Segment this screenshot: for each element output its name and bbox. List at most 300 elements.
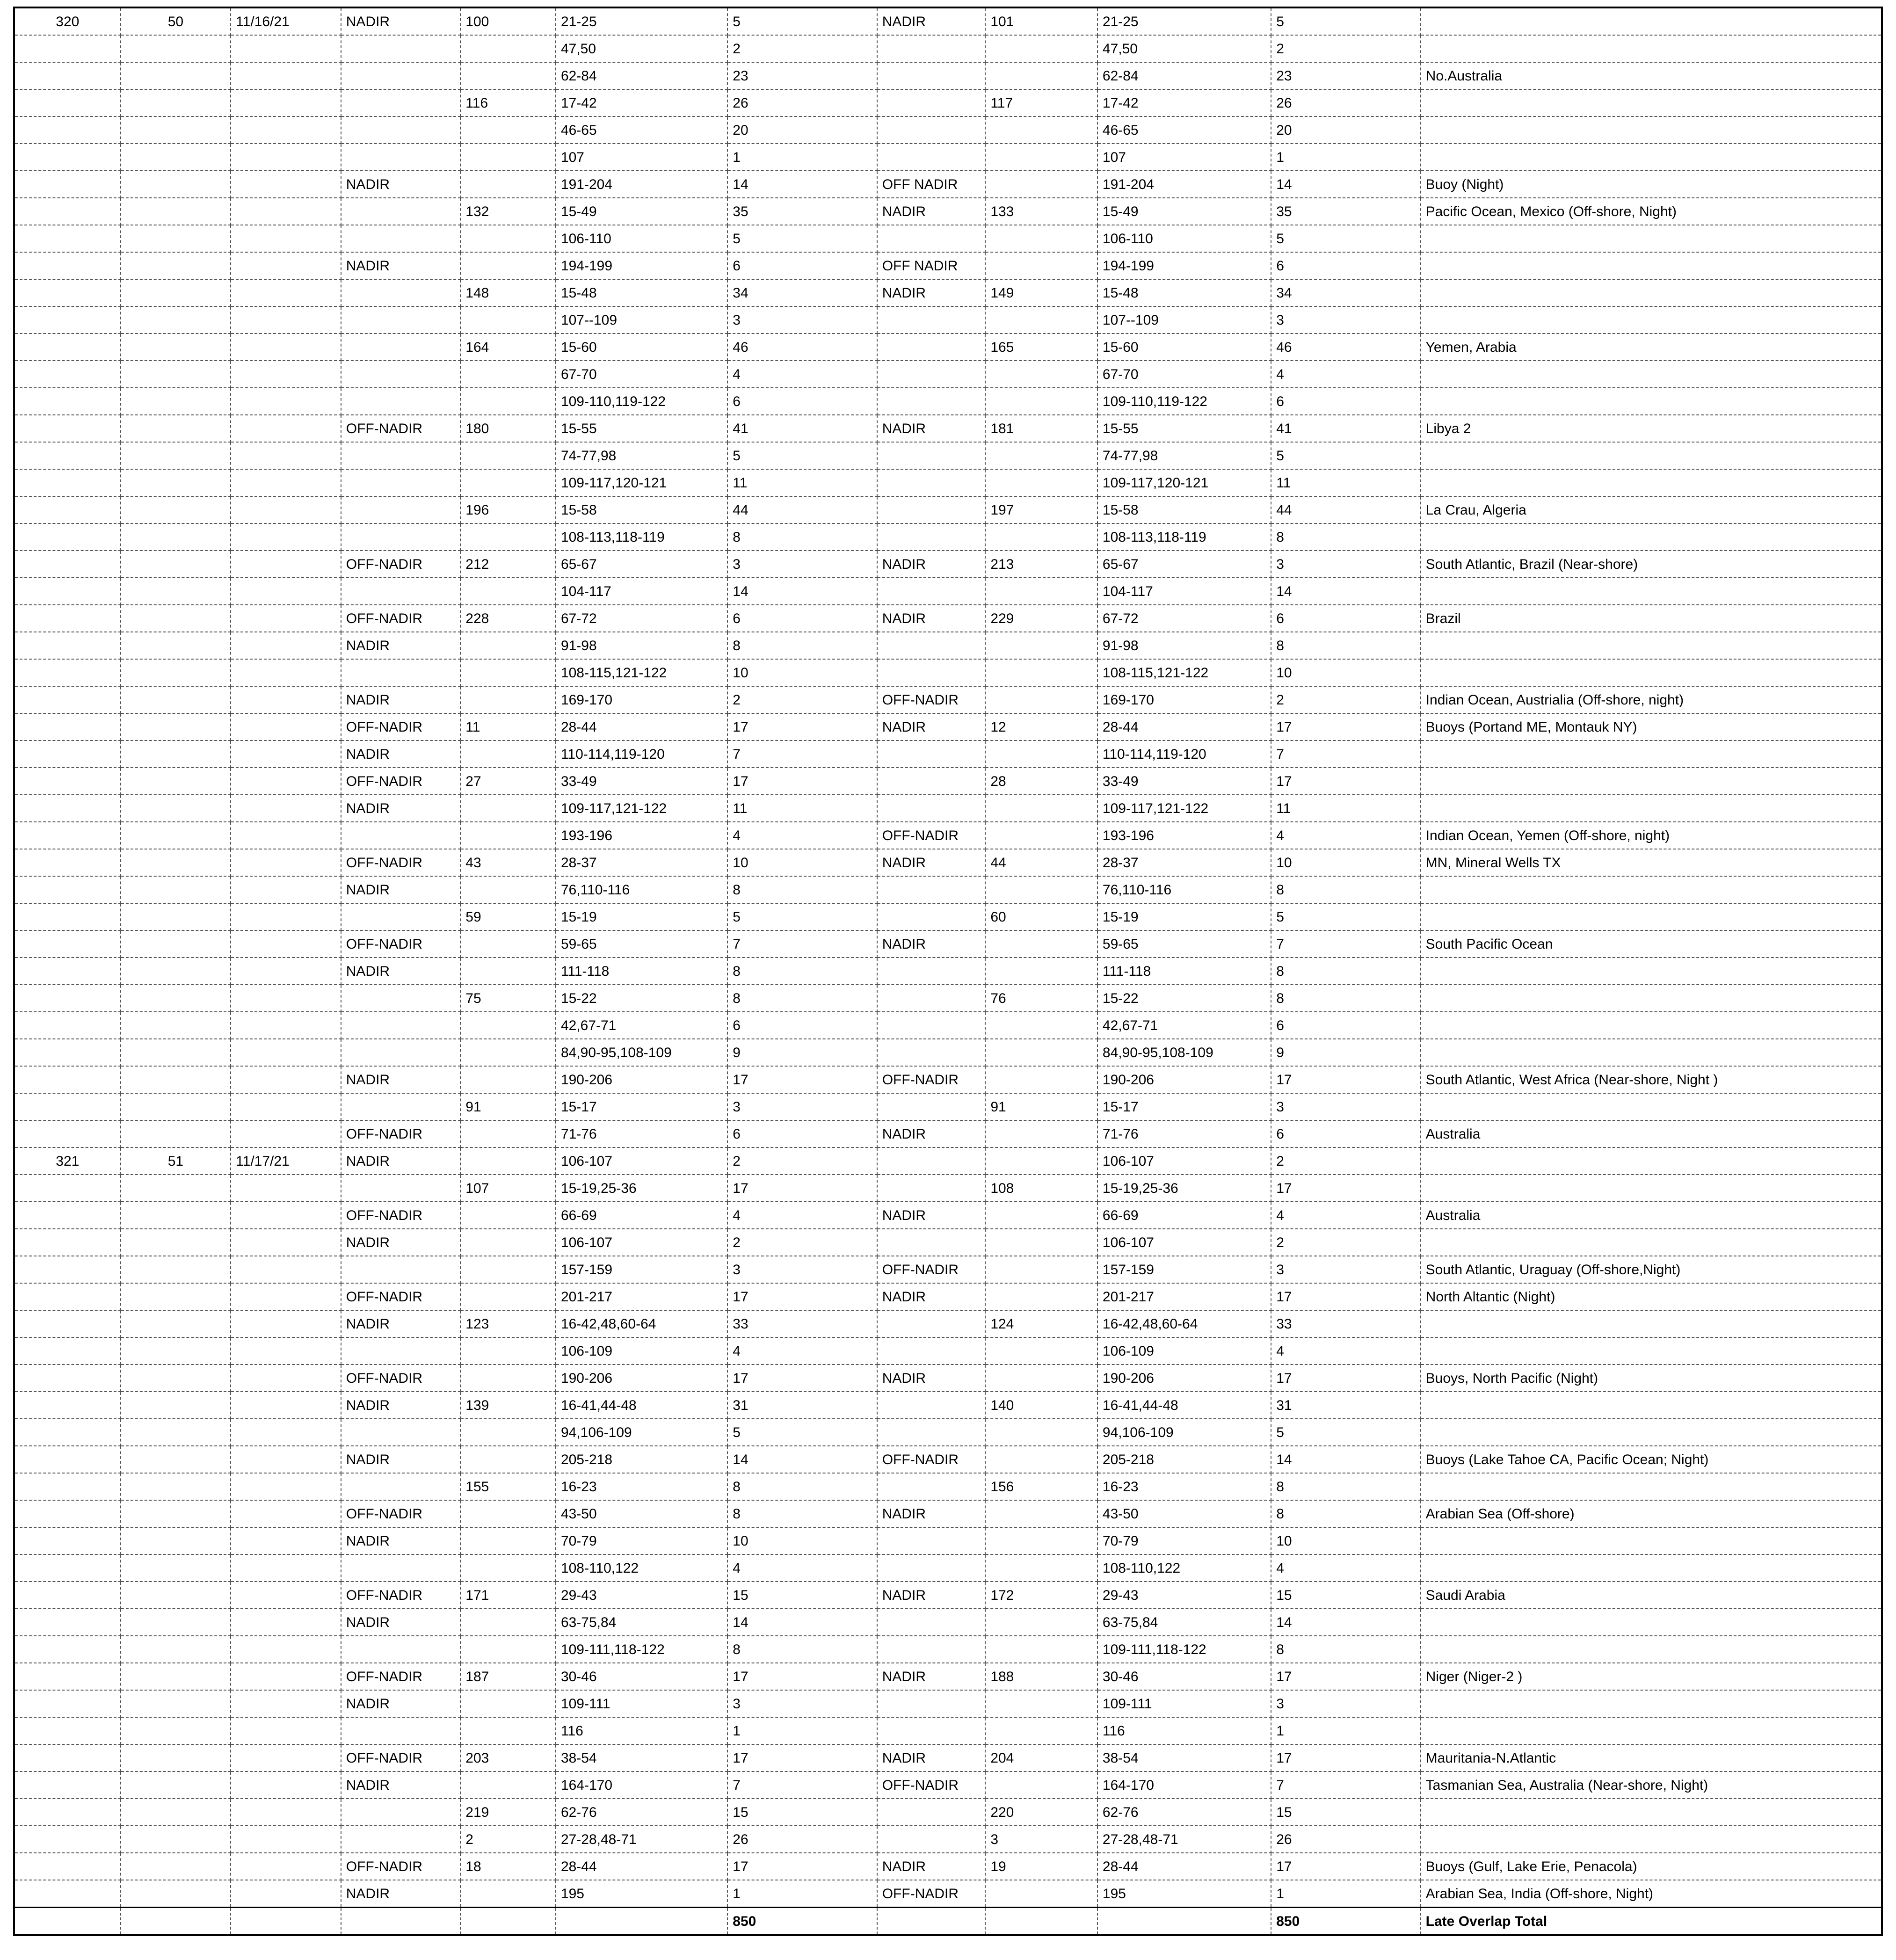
table-cell: 8: [1271, 876, 1420, 903]
table-cell: [231, 1744, 341, 1771]
table-cell: [877, 985, 986, 1012]
table-cell: [14, 1473, 121, 1500]
table-cell: 109-111,118-122: [1097, 1636, 1271, 1663]
table-cell: 132: [460, 198, 556, 225]
table-cell: [341, 62, 461, 89]
table-cell: [341, 306, 461, 334]
table-cell: 91-98: [556, 632, 727, 659]
table-cell: 149: [985, 279, 1097, 306]
table-cell: [14, 1337, 121, 1365]
table-cell: [341, 1554, 461, 1582]
table-cell: [341, 1717, 461, 1744]
table-cell: 76: [985, 985, 1097, 1012]
table-row: [14, 903, 1882, 930]
table-cell: NADIR: [341, 686, 461, 713]
table-cell: [121, 1663, 231, 1690]
table-row: [14, 659, 1882, 686]
table-cell: [231, 605, 341, 632]
table-cell: OFF-NADIR: [341, 551, 461, 578]
table-cell: 9: [1271, 1039, 1420, 1066]
table-cell: [121, 171, 231, 198]
table-cell: 43: [460, 849, 556, 876]
table-cell: 116: [460, 89, 556, 116]
table-cell: [985, 1636, 1097, 1663]
table-cell: [14, 116, 121, 144]
table-cell: La Crau, Algeria: [1421, 496, 1882, 523]
table-row: [14, 1093, 1882, 1120]
table-row: [14, 1717, 1882, 1744]
table-cell: 2: [460, 1826, 556, 1853]
table-cell: NADIR: [877, 1582, 986, 1609]
table-cell: 33-49: [556, 768, 727, 795]
table-cell: Australia: [1421, 1120, 1882, 1147]
table-cell: 27-28,48-71: [1097, 1826, 1271, 1853]
table-cell: 6: [1271, 605, 1420, 632]
table-cell: 26: [727, 89, 877, 116]
table-cell: [121, 659, 231, 686]
table-cell: Saudi Arabia: [1421, 1582, 1882, 1609]
table-cell: [1421, 1799, 1882, 1826]
table-cell: [877, 1229, 986, 1256]
table-cell: [985, 1500, 1097, 1527]
table-cell: 62-76: [1097, 1799, 1271, 1826]
table-cell: 67-72: [1097, 605, 1271, 632]
table-cell: [877, 361, 986, 388]
table-cell: [1421, 1039, 1882, 1066]
table-cell: [460, 1419, 556, 1446]
table-cell: 1: [727, 144, 877, 171]
table-cell: [121, 252, 231, 279]
table-cell: [231, 1799, 341, 1826]
table-cell: 9: [727, 1039, 877, 1066]
table-cell: [231, 1120, 341, 1147]
table-row: [14, 1392, 1882, 1419]
table-cell: 16-41,44-48: [556, 1392, 727, 1419]
table-row: [14, 1744, 1882, 1771]
table-cell: 109-111: [1097, 1690, 1271, 1717]
table-cell: OFF-NADIR: [341, 849, 461, 876]
table-cell: NADIR: [877, 7, 986, 35]
table-cell: [231, 198, 341, 225]
table-cell: [14, 252, 121, 279]
table-cell: Yemen, Arabia: [1421, 334, 1882, 361]
table-cell: 17: [727, 1283, 877, 1310]
table-cell: 74-77,98: [556, 442, 727, 469]
table-cell: [14, 1908, 121, 1936]
table-cell: 5: [1271, 903, 1420, 930]
table-cell: 8: [1271, 523, 1420, 551]
table-cell: [231, 361, 341, 388]
table-row: [14, 1120, 1882, 1147]
table-cell: [460, 1147, 556, 1175]
table-cell: 124: [985, 1310, 1097, 1337]
table-row: [14, 1636, 1882, 1663]
table-cell: 71-76: [556, 1120, 727, 1147]
table-cell: [14, 1093, 121, 1120]
table-cell: [14, 89, 121, 116]
table-cell: Arabian Sea (Off-shore): [1421, 1500, 1882, 1527]
table-cell: 46: [727, 334, 877, 361]
table-cell: [231, 1446, 341, 1473]
table-cell: [1421, 1554, 1882, 1582]
table-cell: [231, 1392, 341, 1419]
table-row: [14, 930, 1882, 958]
table-cell: [460, 1609, 556, 1636]
table-cell: 1: [727, 1880, 877, 1908]
table-cell: 67-72: [556, 605, 727, 632]
table-cell: 15-22: [556, 985, 727, 1012]
table-cell: [460, 442, 556, 469]
table-row: [14, 1337, 1882, 1365]
table-cell: 35: [727, 198, 877, 225]
table-cell: [341, 388, 461, 415]
table-cell: 11/16/21: [231, 7, 341, 35]
table-cell: 5: [727, 442, 877, 469]
table-row: [14, 1283, 1882, 1310]
table-cell: 65-67: [1097, 551, 1271, 578]
table-cell: 34: [727, 279, 877, 306]
table-row: [14, 1175, 1882, 1202]
table-cell: NADIR: [877, 1663, 986, 1690]
table-row: [14, 7, 1882, 35]
table-cell: [985, 1256, 1097, 1283]
table-row: [14, 415, 1882, 442]
table-cell: 104-117: [1097, 578, 1271, 605]
table-cell: [985, 930, 1097, 958]
table-row: [14, 306, 1882, 334]
table-cell: [14, 1880, 121, 1908]
table-cell: 6: [1271, 1012, 1420, 1039]
table-cell: NADIR: [877, 1283, 986, 1310]
table-cell: [14, 388, 121, 415]
table-cell: [14, 632, 121, 659]
table-cell: 28-44: [556, 713, 727, 740]
table-cell: 201-217: [1097, 1283, 1271, 1310]
table-cell: [231, 1554, 341, 1582]
table-cell: [121, 1908, 231, 1936]
table-row: [14, 523, 1882, 551]
table-cell: [121, 1012, 231, 1039]
table-cell: [877, 740, 986, 768]
table-cell: OFF-NADIR: [341, 930, 461, 958]
table-cell: NADIR: [341, 1527, 461, 1554]
table-cell: [121, 551, 231, 578]
table-cell: [985, 1690, 1097, 1717]
table-cell: [1421, 1636, 1882, 1663]
table-cell: [14, 903, 121, 930]
table-cell: [231, 740, 341, 768]
table-cell: NADIR: [341, 1771, 461, 1799]
table-row: [14, 62, 1882, 89]
table-cell: [121, 415, 231, 442]
table-cell: [231, 469, 341, 496]
table-cell: OFF-NADIR: [341, 1853, 461, 1880]
table-cell: [231, 1310, 341, 1337]
table-cell: Buoy (Night): [1421, 171, 1882, 198]
table-cell: 15-58: [1097, 496, 1271, 523]
table-cell: 190-206: [1097, 1365, 1271, 1392]
table-cell: Indian Ocean, Yemen (Off-shore, night): [1421, 822, 1882, 849]
table-row: [14, 35, 1882, 62]
table-cell: [985, 1908, 1097, 1936]
table-cell: [1421, 985, 1882, 1012]
table-cell: [985, 442, 1097, 469]
table-cell: [877, 334, 986, 361]
table-cell: 31: [1271, 1392, 1420, 1419]
table-cell: [985, 171, 1097, 198]
table-cell: 140: [985, 1392, 1097, 1419]
table-cell: [121, 496, 231, 523]
table-cell: 10: [1271, 659, 1420, 686]
table-cell: [1421, 279, 1882, 306]
table-cell: 60: [985, 903, 1097, 930]
table-cell: 6: [1271, 1120, 1420, 1147]
table-cell: [14, 144, 121, 171]
table-cell: 76,110-116: [556, 876, 727, 903]
table-cell: 17: [727, 1365, 877, 1392]
table-cell: NADIR: [877, 930, 986, 958]
table-cell: [985, 469, 1097, 496]
table-cell: 194-199: [1097, 252, 1271, 279]
table-cell: [121, 62, 231, 89]
table-cell: 35: [1271, 198, 1420, 225]
table-cell: [556, 1908, 727, 1936]
table-cell: [14, 1663, 121, 1690]
table-cell: [460, 1527, 556, 1554]
table-cell: [14, 334, 121, 361]
table-cell: [121, 1039, 231, 1066]
table-cell: OFF-NADIR: [341, 1582, 461, 1609]
table-cell: OFF NADIR: [877, 171, 986, 198]
table-cell: 59-65: [1097, 930, 1271, 958]
table-cell: 109-117,120-121: [556, 469, 727, 496]
table-cell: [985, 1446, 1097, 1473]
table-cell: 11/17/21: [231, 1147, 341, 1175]
table-cell: [1421, 578, 1882, 605]
table-cell: 15-58: [556, 496, 727, 523]
table-cell: 3: [727, 1256, 877, 1283]
table-cell: 201-217: [556, 1283, 727, 1310]
table-cell: [121, 1500, 231, 1527]
table-cell: 3: [1271, 306, 1420, 334]
table-cell: [985, 1120, 1097, 1147]
table-cell: 4: [1271, 1337, 1420, 1365]
table-cell: 6: [727, 1120, 877, 1147]
table-cell: NADIR: [877, 1853, 986, 1880]
table-cell: 1: [1271, 1717, 1420, 1744]
table-cell: [14, 1609, 121, 1636]
table-cell: 59: [460, 903, 556, 930]
table-cell: 17: [727, 1175, 877, 1202]
table-cell: [341, 35, 461, 62]
table-cell: NADIR: [341, 1229, 461, 1256]
table-cell: 320: [14, 7, 121, 35]
table-cell: [877, 388, 986, 415]
table-cell: 8: [727, 632, 877, 659]
table-cell: [460, 1066, 556, 1093]
table-cell: 8: [1271, 1473, 1420, 1500]
table-cell: NADIR: [877, 849, 986, 876]
table-cell: [121, 768, 231, 795]
table-cell: [14, 1365, 121, 1392]
table-cell: [341, 659, 461, 686]
table-row: [14, 469, 1882, 496]
table-cell: 41: [1271, 415, 1420, 442]
table-cell: [231, 1337, 341, 1365]
overlap-schedule-table: [13, 7, 1883, 1936]
table-cell: [14, 1283, 121, 1310]
table-cell: [460, 144, 556, 171]
table-cell: 76,110-116: [1097, 876, 1271, 903]
table-cell: 106-110: [1097, 225, 1271, 252]
table-cell: NADIR: [877, 1120, 986, 1147]
table-cell: [460, 876, 556, 903]
table-cell: 91: [985, 1093, 1097, 1120]
table-cell: 74-77,98: [1097, 442, 1271, 469]
table-cell: 5: [1271, 442, 1420, 469]
table-cell: 15-48: [1097, 279, 1271, 306]
table-cell: 84,90-95,108-109: [1097, 1039, 1271, 1066]
table-cell: 62-84: [556, 62, 727, 89]
table-cell: 15-60: [1097, 334, 1271, 361]
table-cell: [1421, 1012, 1882, 1039]
table-cell: 4: [1271, 822, 1420, 849]
table-cell: [231, 1500, 341, 1527]
table-cell: 3: [1271, 1690, 1420, 1717]
table-cell: [121, 1283, 231, 1310]
table-cell: 8: [1271, 632, 1420, 659]
table-cell: [341, 1012, 461, 1039]
table-cell: [14, 171, 121, 198]
table-cell: [121, 578, 231, 605]
table-cell: [121, 388, 231, 415]
table-cell: 4: [1271, 361, 1420, 388]
table-cell: 6: [1271, 252, 1420, 279]
table-cell: [877, 876, 986, 903]
table-cell: [985, 144, 1097, 171]
table-cell: 8: [1271, 1500, 1420, 1527]
table-cell: [121, 958, 231, 985]
table-cell: [231, 1202, 341, 1229]
table-cell: 8: [727, 985, 877, 1012]
table-cell: [877, 1908, 986, 1936]
table-cell: [14, 442, 121, 469]
table-cell: Buoys (Portand ME, Montauk NY): [1421, 713, 1882, 740]
table-cell: [231, 930, 341, 958]
table-cell: 11: [1271, 469, 1420, 496]
table-cell: Late Overlap Total: [1421, 1908, 1882, 1936]
table-cell: [985, 1419, 1097, 1446]
table-cell: [1421, 523, 1882, 551]
table-row: [14, 1853, 1882, 1880]
table-cell: [341, 279, 461, 306]
table-cell: [14, 1175, 121, 1202]
table-cell: [121, 1582, 231, 1609]
table-cell: 104-117: [556, 578, 727, 605]
table-cell: [121, 605, 231, 632]
table-cell: [231, 496, 341, 523]
table-cell: [121, 144, 231, 171]
table-cell: [121, 1202, 231, 1229]
table-row: [14, 1799, 1882, 1826]
table-cell: [14, 1256, 121, 1283]
table-cell: [121, 1690, 231, 1717]
table-row: [14, 795, 1882, 822]
table-cell: [1421, 1229, 1882, 1256]
table-cell: 6: [727, 605, 877, 632]
table-cell: 17-42: [556, 89, 727, 116]
table-cell: OFF-NADIR: [341, 1120, 461, 1147]
table-cell: [877, 958, 986, 985]
table-cell: [460, 1717, 556, 1744]
table-cell: [121, 1337, 231, 1365]
table-row: [14, 713, 1882, 740]
table-cell: [14, 35, 121, 62]
table-cell: 10: [727, 849, 877, 876]
table-row: [14, 388, 1882, 415]
table-cell: [14, 496, 121, 523]
table-cell: 17: [1271, 1853, 1420, 1880]
table-cell: [877, 1826, 986, 1853]
table-cell: 17: [727, 768, 877, 795]
table-cell: 27-28,48-71: [556, 1826, 727, 1853]
table-cell: 15-55: [556, 415, 727, 442]
table-cell: NADIR: [877, 713, 986, 740]
table-cell: [14, 62, 121, 89]
table-cell: 2: [727, 35, 877, 62]
table-cell: [121, 1554, 231, 1582]
table-row: [14, 1066, 1882, 1093]
table-cell: [14, 1527, 121, 1554]
table-cell: [231, 659, 341, 686]
table-cell: [460, 523, 556, 551]
table-cell: [1421, 1310, 1882, 1337]
table-cell: [460, 116, 556, 144]
table-cell: NADIR: [341, 1446, 461, 1473]
table-row: [14, 1229, 1882, 1256]
table-cell: [877, 496, 986, 523]
table-cell: [231, 306, 341, 334]
table-cell: 196: [460, 496, 556, 523]
table-cell: [341, 442, 461, 469]
table-cell: NADIR: [341, 171, 461, 198]
table-cell: [14, 198, 121, 225]
table-cell: 3: [1271, 1093, 1420, 1120]
table-cell: 148: [460, 279, 556, 306]
table-cell: [877, 1147, 986, 1175]
table-cell: [460, 1690, 556, 1717]
table-cell: [877, 144, 986, 171]
table-cell: 17-42: [1097, 89, 1271, 116]
table-cell: [231, 116, 341, 144]
table-cell: [121, 1229, 231, 1256]
table-cell: [14, 1826, 121, 1853]
table-cell: [14, 1066, 121, 1093]
table-cell: [14, 1636, 121, 1663]
table-cell: 204: [985, 1744, 1097, 1771]
table-cell: 106-107: [1097, 1229, 1271, 1256]
table-cell: 17: [1271, 713, 1420, 740]
table-cell: 17: [1271, 1744, 1420, 1771]
table-cell: 108-115,121-122: [556, 659, 727, 686]
table-cell: MN, Mineral Wells TX: [1421, 849, 1882, 876]
table-row: [14, 252, 1882, 279]
table-cell: 62-84: [1097, 62, 1271, 89]
table-cell: 14: [727, 1609, 877, 1636]
table-cell: [1421, 89, 1882, 116]
table-cell: 109-111,118-122: [556, 1636, 727, 1663]
table-cell: [121, 1826, 231, 1853]
